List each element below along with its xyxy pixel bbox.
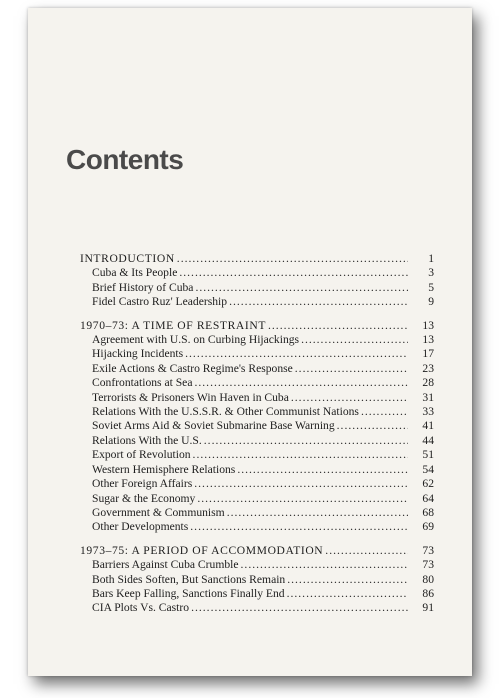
dot-leader bbox=[194, 477, 408, 491]
dot-leader bbox=[229, 295, 408, 309]
entry-title: INTRODUCTION bbox=[80, 252, 175, 265]
page-number: 73 bbox=[422, 543, 434, 557]
page-number: 5 bbox=[428, 280, 434, 294]
page-number: 23 bbox=[422, 361, 434, 375]
page-number: 3 bbox=[428, 266, 434, 280]
dot-leader bbox=[361, 405, 408, 419]
toc-entry bbox=[80, 463, 434, 477]
dot-leader bbox=[185, 347, 408, 361]
page-number: 73 bbox=[422, 558, 434, 572]
toc-section-heading bbox=[80, 252, 434, 266]
dot-leader bbox=[291, 391, 408, 405]
page-number: 17 bbox=[422, 347, 434, 361]
dot-leader bbox=[204, 434, 408, 448]
toc-section-heading bbox=[80, 319, 434, 333]
entry-title: CIA Plots Vs. Castro bbox=[92, 601, 190, 615]
entry-title: Soviet Arms Aid & Soviet Submarine Base Warning bbox=[92, 419, 335, 433]
entry-title: Other Foreign Affairs bbox=[92, 477, 193, 491]
page-number: 44 bbox=[422, 433, 434, 447]
page-number: 51 bbox=[422, 448, 434, 462]
toc-entry bbox=[80, 601, 434, 615]
toc-section-heading bbox=[80, 544, 434, 558]
toc-entry bbox=[80, 333, 434, 347]
entry-title: 1970–73: A TIME OF RESTRAINT bbox=[80, 318, 266, 332]
page-number: 86 bbox=[422, 586, 434, 600]
toc-entry bbox=[80, 295, 434, 309]
entry-title: Bars Keep Falling, Sanctions Finally End bbox=[92, 586, 285, 600]
entry-title: Fidel Castro Ruz' Leadership bbox=[92, 295, 228, 309]
dot-leader bbox=[197, 492, 408, 506]
page-number: 33 bbox=[422, 405, 434, 419]
dot-leader bbox=[295, 362, 408, 376]
toc-section bbox=[80, 319, 434, 535]
dot-leader bbox=[268, 319, 408, 333]
page-number: 31 bbox=[422, 390, 434, 404]
toc-entry bbox=[80, 281, 434, 295]
dot-leader bbox=[179, 266, 408, 280]
table-of-contents bbox=[80, 252, 434, 625]
entry-title: Relations With the U.S.S.R. & Other Communist Nations bbox=[92, 405, 359, 419]
toc-entry bbox=[80, 266, 434, 280]
page-number: 62 bbox=[422, 477, 434, 491]
entry-title: Cuba & Its People bbox=[92, 266, 178, 280]
toc-entry bbox=[80, 506, 434, 520]
entry-title: Government & Communism bbox=[92, 505, 225, 519]
toc-entry bbox=[80, 376, 434, 390]
toc-entry bbox=[80, 391, 434, 405]
entry-title: Agreement with U.S. on Curbing Hijackings bbox=[92, 333, 300, 347]
entry-title: Export of Revolution bbox=[92, 448, 191, 462]
toc-entry bbox=[80, 587, 434, 601]
dot-leader bbox=[177, 252, 408, 266]
dot-leader bbox=[193, 448, 408, 462]
page-number: 69 bbox=[422, 520, 434, 534]
toc-entry bbox=[80, 448, 434, 462]
page-number: 64 bbox=[422, 491, 434, 505]
page-number: 1 bbox=[428, 252, 434, 265]
dot-leader bbox=[194, 376, 408, 390]
dot-leader bbox=[287, 587, 408, 601]
dot-leader bbox=[190, 520, 408, 534]
entry-title: Terrorists & Prisoners Win Haven in Cuba bbox=[92, 390, 289, 404]
page-number: 9 bbox=[428, 295, 434, 309]
page-number: 41 bbox=[422, 419, 434, 433]
dot-leader bbox=[241, 558, 408, 572]
show-through-text bbox=[218, 22, 458, 46]
entry-title: Both Sides Soften, But Sanctions Remain bbox=[92, 572, 286, 586]
toc-entry bbox=[80, 477, 434, 491]
toc-entry bbox=[80, 558, 434, 572]
book-page bbox=[28, 8, 472, 676]
entry-title: Sugar & the Economy bbox=[92, 491, 196, 505]
entry-title: Exile Actions & Castro Regime's Response bbox=[92, 361, 293, 375]
page-number: 80 bbox=[422, 572, 434, 586]
toc-entry bbox=[80, 419, 434, 433]
page-number: 68 bbox=[422, 505, 434, 519]
page-number: 13 bbox=[422, 318, 434, 332]
dot-leader bbox=[325, 544, 408, 558]
dot-leader bbox=[301, 333, 408, 347]
toc-section bbox=[80, 544, 434, 616]
toc-entry bbox=[80, 492, 434, 506]
toc-entry bbox=[80, 434, 434, 448]
page-number: 13 bbox=[422, 333, 434, 347]
entry-title: Barriers Against Cuba Crumble bbox=[92, 558, 239, 572]
dot-leader bbox=[337, 419, 408, 433]
entry-title: Confrontations at Sea bbox=[92, 376, 193, 390]
entry-title: Other Developments bbox=[92, 520, 189, 534]
toc-entry bbox=[80, 362, 434, 376]
entry-title: Hijacking Incidents bbox=[92, 347, 184, 361]
page-number: 91 bbox=[422, 601, 434, 615]
toc-section bbox=[80, 252, 434, 310]
toc-entry bbox=[80, 347, 434, 361]
dot-leader bbox=[195, 281, 408, 295]
entry-title: 1973–75: A PERIOD OF ACCOMMODATION bbox=[80, 543, 324, 557]
dot-leader bbox=[287, 573, 408, 587]
page-number: 54 bbox=[422, 462, 434, 476]
dot-leader bbox=[227, 506, 408, 520]
dot-leader bbox=[237, 463, 408, 477]
entry-title: Relations With the U.S. bbox=[92, 433, 202, 447]
page-number: 28 bbox=[422, 376, 434, 390]
toc-entry bbox=[80, 405, 434, 419]
entry-title: Brief History of Cuba bbox=[92, 280, 194, 294]
page-title: Contents bbox=[66, 144, 184, 175]
entry-title: Western Hemisphere Relations bbox=[92, 462, 236, 476]
dot-leader bbox=[191, 601, 408, 615]
toc-entry bbox=[80, 520, 434, 534]
toc-entry bbox=[80, 573, 434, 587]
